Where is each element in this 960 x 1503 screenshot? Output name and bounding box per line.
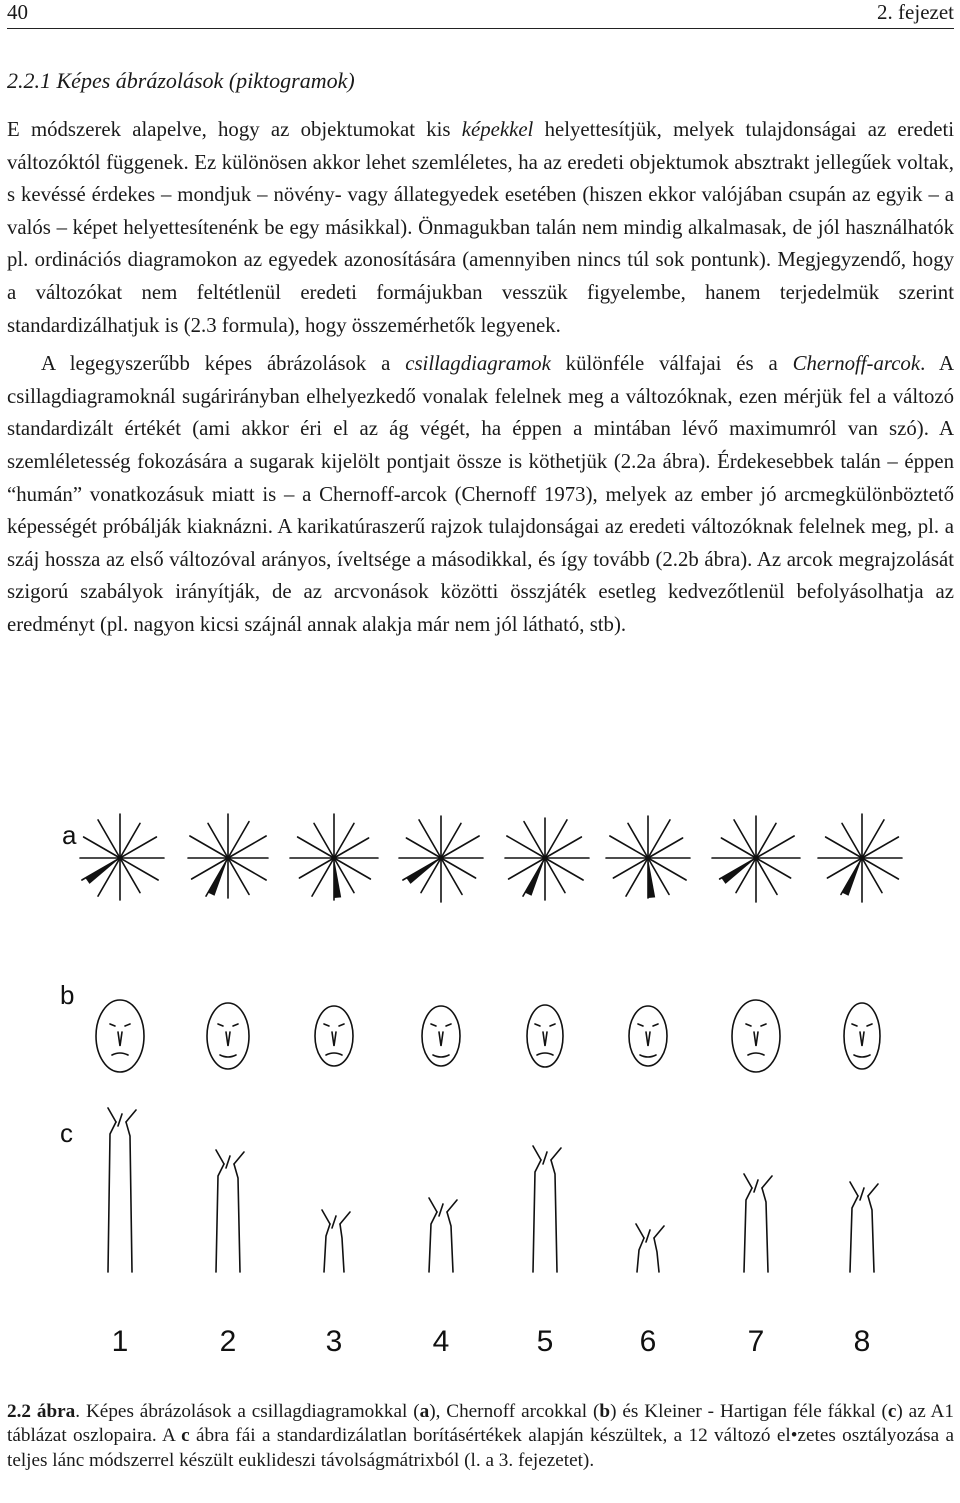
left-eye bbox=[535, 1024, 540, 1026]
star-diagram-8 bbox=[818, 814, 902, 902]
tree-trunk bbox=[216, 1164, 240, 1272]
right-eye bbox=[867, 1024, 872, 1026]
figure-canvas bbox=[0, 800, 960, 1390]
star-diagrams bbox=[80, 814, 902, 902]
tree-5 bbox=[533, 1146, 561, 1272]
star-diagram-5 bbox=[505, 818, 589, 900]
tree-branches bbox=[216, 1150, 244, 1168]
text-run: . Képes ábrázolások a csillagdiagramokkal ( bbox=[75, 1401, 420, 1422]
panel-label-c: c bbox=[60, 1118, 73, 1148]
body-text bbox=[7, 114, 954, 642]
nose bbox=[118, 1032, 122, 1046]
tree-branches bbox=[850, 1182, 878, 1200]
tree-trunk bbox=[324, 1224, 344, 1272]
paragraph-2 bbox=[7, 348, 954, 641]
tree-8 bbox=[850, 1182, 878, 1272]
tree-trunk bbox=[533, 1160, 557, 1272]
text-run: A legegyszerűbb képes ábrázolások a bbox=[41, 352, 406, 376]
tree-branches bbox=[744, 1174, 772, 1192]
emphasis: képekkel bbox=[461, 118, 534, 141]
face-outline bbox=[844, 1003, 880, 1069]
tree-branches bbox=[108, 1108, 136, 1126]
tree-branches bbox=[636, 1224, 664, 1242]
nose bbox=[332, 1032, 336, 1046]
star-wedge bbox=[85, 858, 120, 884]
text-run: ) az A1 táblázat oszlopaira. A bbox=[7, 1401, 954, 1447]
figure-caption bbox=[7, 1400, 954, 1473]
tree-branches bbox=[322, 1210, 350, 1228]
mouth bbox=[433, 1055, 449, 1057]
number-3: 3 bbox=[325, 1325, 343, 1358]
star-diagram-1 bbox=[80, 814, 164, 900]
section-title: 2.2.1 Képes ábrázolások (piktogramok) bbox=[7, 68, 355, 93]
tree-branches bbox=[533, 1146, 561, 1164]
star-diagram-6 bbox=[606, 816, 690, 898]
caption-bold: a bbox=[419, 1401, 430, 1422]
face-outline bbox=[732, 1000, 780, 1072]
left-eye bbox=[110, 1024, 115, 1026]
text-run: különféle válfajai és a bbox=[550, 352, 793, 376]
number-6: 6 bbox=[639, 1325, 657, 1358]
tree-trunk bbox=[744, 1188, 768, 1272]
star-diagram-2 bbox=[188, 814, 268, 898]
tree-trunk bbox=[850, 1196, 874, 1272]
number-1: 1 bbox=[111, 1325, 129, 1358]
chernoff-face-3 bbox=[315, 1006, 353, 1066]
chernoff-faces bbox=[96, 1000, 880, 1072]
tree-3 bbox=[322, 1210, 350, 1272]
text-run: ), Chernoff arcokkal ( bbox=[429, 1401, 600, 1422]
kleiner-hartigan-trees bbox=[108, 1108, 878, 1272]
left-eye bbox=[746, 1024, 751, 1026]
tree-7 bbox=[744, 1174, 772, 1272]
tree-branches bbox=[429, 1198, 457, 1216]
star-wedge bbox=[721, 858, 756, 884]
tree-trunk bbox=[108, 1122, 132, 1272]
object-numbers bbox=[112, 1325, 871, 1358]
star-diagram-3 bbox=[290, 814, 378, 900]
page-header bbox=[7, 0, 954, 29]
caption-bold: c bbox=[181, 1425, 190, 1447]
chapter-label: 2. fejezet bbox=[877, 0, 954, 24]
right-eye bbox=[339, 1024, 344, 1026]
number-5: 5 bbox=[536, 1325, 554, 1358]
star-wedge bbox=[406, 858, 441, 884]
tree-2 bbox=[216, 1150, 244, 1272]
mouth bbox=[640, 1055, 656, 1057]
number-8: 8 bbox=[853, 1325, 871, 1358]
tree-trunk bbox=[429, 1212, 453, 1272]
emphasis: Chernoff-arcok bbox=[792, 352, 921, 376]
nose bbox=[226, 1032, 230, 1046]
panel-label-b: b bbox=[60, 980, 75, 1010]
mouth bbox=[854, 1055, 870, 1057]
chernoff-face-2 bbox=[207, 1003, 249, 1069]
mouth bbox=[537, 1053, 553, 1055]
right-eye bbox=[761, 1024, 766, 1026]
nose bbox=[646, 1032, 650, 1046]
tree-4 bbox=[429, 1198, 457, 1272]
right-eye bbox=[550, 1024, 555, 1026]
nose bbox=[754, 1032, 758, 1046]
caption-bold: b bbox=[599, 1401, 611, 1422]
left-eye bbox=[218, 1024, 223, 1026]
mouth bbox=[748, 1053, 764, 1055]
chernoff-face-8 bbox=[844, 1003, 880, 1069]
face-outline bbox=[207, 1003, 249, 1069]
tree-6 bbox=[636, 1224, 664, 1272]
left-eye bbox=[431, 1024, 436, 1026]
tree-trunk bbox=[637, 1238, 659, 1272]
chernoff-face-5 bbox=[527, 1005, 563, 1067]
chernoff-face-7 bbox=[732, 1000, 780, 1072]
figure-2-2 bbox=[0, 800, 960, 1390]
number-7: 7 bbox=[747, 1325, 765, 1358]
nose bbox=[439, 1032, 443, 1046]
caption-label: 2.2 ábra bbox=[7, 1401, 76, 1422]
face-outline bbox=[96, 1000, 144, 1072]
right-eye bbox=[125, 1024, 130, 1026]
nose bbox=[543, 1032, 547, 1046]
text-run: helyettesítjük, melyek tulajdonságai az eredeti változóktól függenek. Ez különösen akkor lehet szemléletes, ha az eredeti objektumok absztrakt jellegűek voltak, s kevéssé érdekes – mondjuk – növény- vagy állategyedek esetében (hiszen ekkor valójában csupán az egyik – a valós – képet helyettesítenénk be egy másikkal). Önmagukban talán nem mindig alkalmasak, de jól használhatók pl. ordinációs diagramokon az egyedek azonosítására (amennyiben nincs túl sok pontunk). Megjegyzendő, hogy a változókat nem feltétlenül eredeti formájukban vesszük figyelembe, hanem terjedelmük szerint standardizálhatjuk is (2.3 formula), hogy összemérhetők legyenek. bbox=[7, 118, 954, 337]
number-4: 4 bbox=[432, 1325, 450, 1358]
chernoff-face-4 bbox=[422, 1006, 460, 1066]
left-eye bbox=[324, 1024, 329, 1026]
star-diagram-7 bbox=[712, 816, 800, 902]
tree-1 bbox=[108, 1108, 136, 1272]
panel-label-a: a bbox=[62, 820, 77, 850]
text-run: E módszerek alapelve, hogy az objektumokat kis bbox=[7, 118, 462, 141]
page-number: 40 bbox=[7, 0, 28, 24]
mouth bbox=[220, 1055, 236, 1057]
text-run: . A csillagdiagramoknál sugárirányban elhelyezkedő vonalak felelnek meg a változóknak, ezen mérjük fel a változó standardizált értékét (ami akkor éri el az ág végét, ha éppen a mintában lévő maximumról van szó). A szemléletesség fokozására a sugarak kijelölt pontjait össze is köthetjük (2.2a ábra). Érdekesebbek talán – éppen “humán” vonatkozásuk miatt is – a Chernoff-arcok (Chernoff 1973), melyek az ember jó arcmegkülönböztető képességét próbálják kiaknázni. A karikatúraszerű rajzok tulajdonságai az eredeti változóknak felelnek meg, pl. a száj hossza az első változóval arányos, íveltsége a másodikkal, és így tovább (2.2b ábra). Az arcok megrajzolását szigorú szabályok irányítják, de az arcvonások közötti összjáték esetleg kedvezőtlenül befolyásolhatja az eredményt (pl. nagyon kicsi szájnál annak alakja már nem jól látható, stb). bbox=[7, 352, 955, 636]
caption-bold: c bbox=[887, 1401, 897, 1422]
right-eye bbox=[233, 1024, 238, 1026]
face-outline bbox=[527, 1005, 563, 1067]
mouth bbox=[112, 1053, 128, 1055]
left-eye bbox=[852, 1024, 857, 1026]
text-run: ábra fái a standardizálatlan borításértékek alapján készültek, a 12 változó el•zetes osztályozása a teljes lánc módszerrel készült euklideszi távolságmátrixból (l. a 3. fejezetet). bbox=[7, 1425, 954, 1471]
chernoff-face-6 bbox=[629, 1006, 667, 1066]
left-eye bbox=[638, 1024, 643, 1026]
text-run: ) és Kleiner - Hartigan féle fákkal ( bbox=[610, 1401, 888, 1422]
face-outline bbox=[315, 1006, 353, 1066]
star-diagram-4 bbox=[399, 816, 483, 902]
right-eye bbox=[446, 1024, 451, 1026]
mouth bbox=[326, 1053, 342, 1055]
nose bbox=[860, 1032, 864, 1046]
number-2: 2 bbox=[219, 1325, 237, 1358]
right-eye bbox=[653, 1024, 658, 1026]
chernoff-face-1 bbox=[96, 1000, 144, 1072]
paragraph-1 bbox=[7, 114, 954, 342]
emphasis: csillagdiagramok bbox=[405, 352, 551, 376]
